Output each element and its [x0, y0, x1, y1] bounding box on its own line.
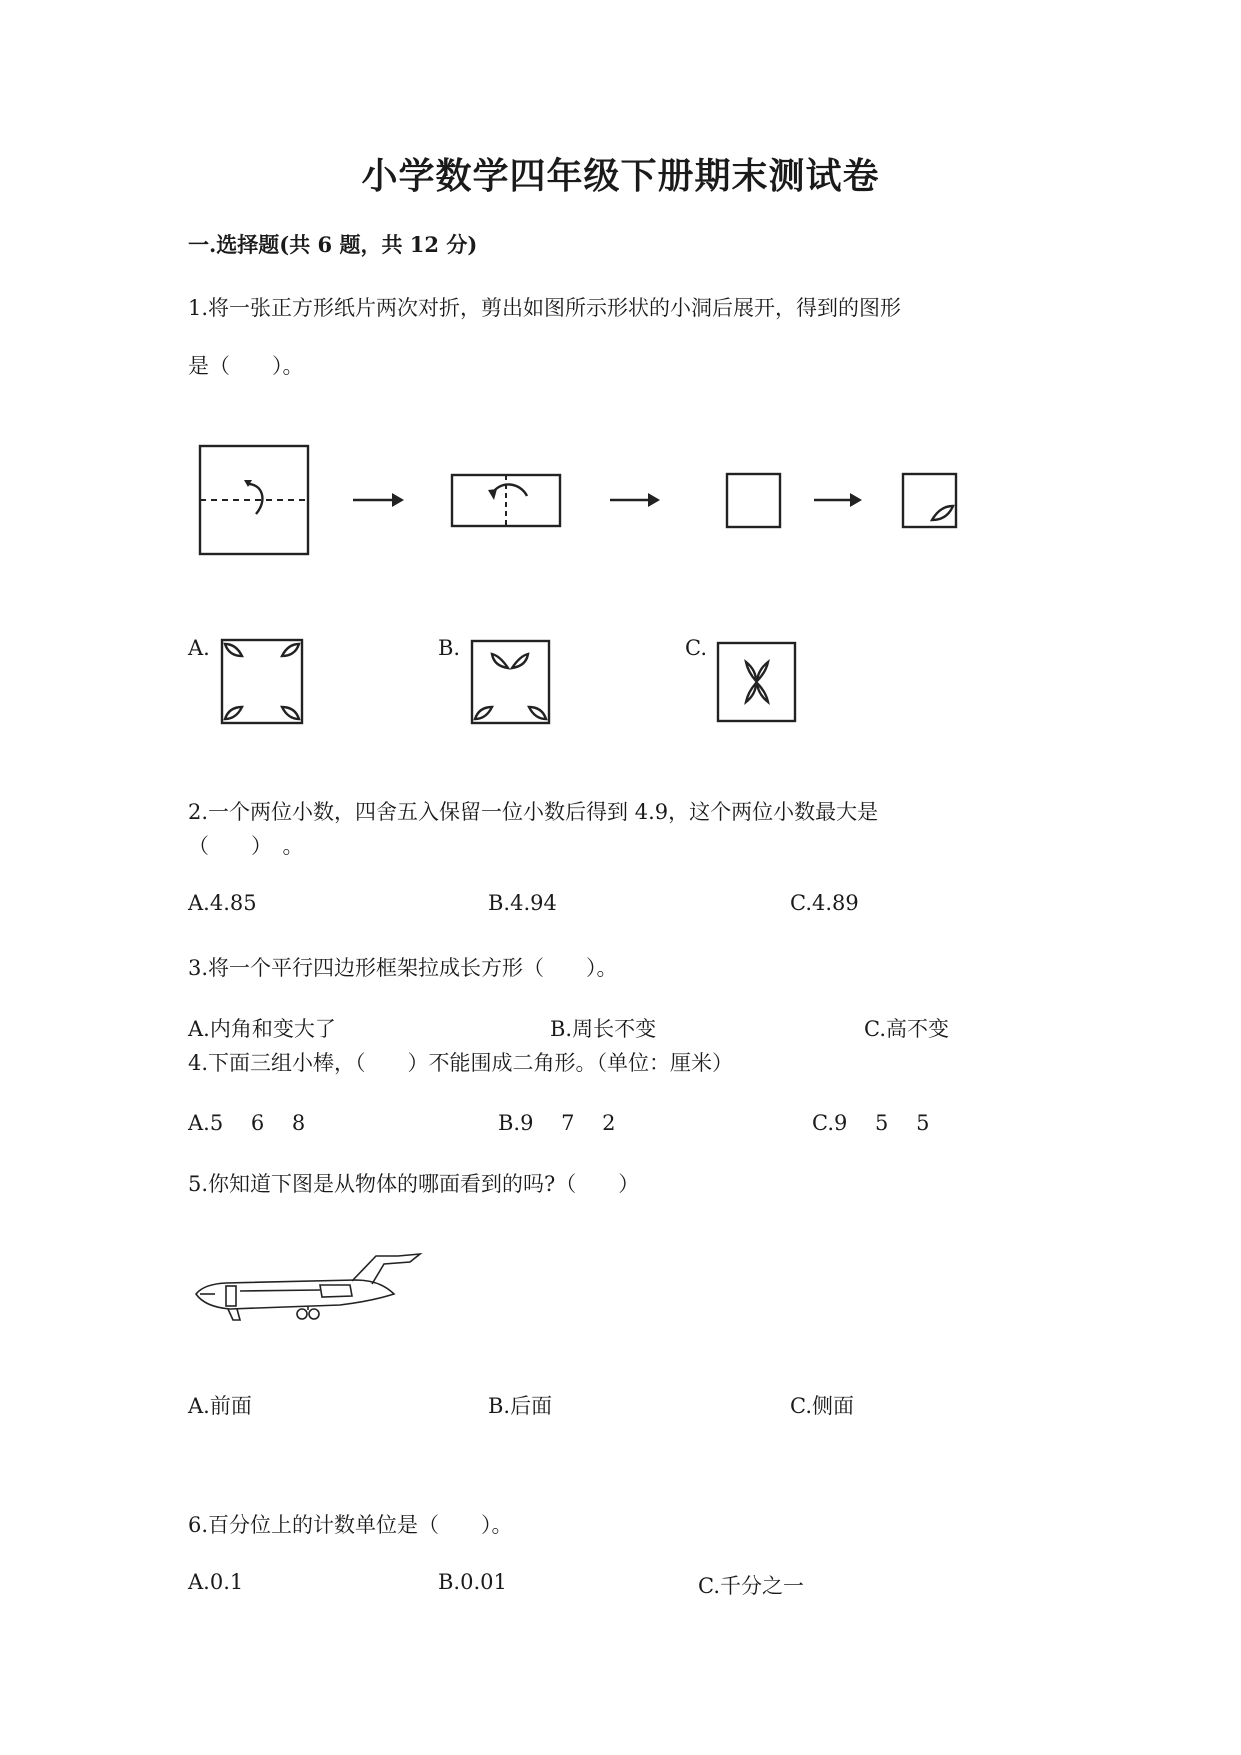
q3-option-c[interactable]: C.高不变 [864, 1017, 949, 1041]
fold-step-4-cut [903, 474, 956, 527]
page-title: 小学数学四年级下册期末测试卷 [361, 155, 880, 197]
airplane-illustration [196, 1254, 420, 1320]
q6-option-a[interactable]: A.0.1 [188, 1570, 244, 1594]
q5-option-c[interactable]: C.侧面 [790, 1394, 854, 1418]
question-2-text-line1: 2.一个两位小数，四舍五入保留一位小数后得到 4.9，这个两位小数最大是 [188, 800, 879, 824]
q2-option-a[interactable]: A.4.85 [188, 891, 257, 915]
section-heading: 一.选择题(共 6 题，共 12 分) [188, 232, 478, 257]
question-6-text: 6.百分位上的计数单位是（ ）。 [188, 1513, 513, 1537]
option-b-figure [472, 641, 549, 723]
question-5-text: 5.你知道下图是从物体的哪面看到的吗?（ ） [188, 1172, 640, 1196]
q1-option-a[interactable]: A. [188, 636, 210, 660]
q4-option-b[interactable]: B.9 7 2 [498, 1111, 616, 1135]
question-2-text-line2: （ ） 。 [188, 834, 304, 858]
q2-option-b[interactable]: B.4.94 [488, 891, 557, 915]
option-a-figure [222, 640, 302, 723]
q4-option-a[interactable]: A.5 6 8 [188, 1111, 306, 1135]
option-c-figure [718, 643, 795, 721]
q4-option-c[interactable]: C.9 5 5 [812, 1111, 930, 1135]
question-4-text: 4.下面三组小棒，（ ）不能围成二角形。（单位：厘米） [188, 1051, 734, 1075]
arrow-icon [814, 493, 862, 507]
arrow-icon [610, 493, 660, 507]
fold-step-1-square [200, 446, 308, 554]
question-1-text-line2: 是（ ）。 [188, 354, 304, 378]
question-1-text-line1: 1.将一张正方形纸片两次对折，剪出如图所示形状的小洞后展开，得到的图形 [188, 296, 902, 320]
fold-step-3-square [727, 474, 780, 527]
fold-step-2-rectangle [452, 475, 560, 526]
q5-option-a[interactable]: A.前面 [188, 1394, 252, 1418]
q5-option-b[interactable]: B.后面 [488, 1394, 553, 1418]
q3-option-b[interactable]: B.周长不变 [550, 1017, 657, 1041]
q3-option-a[interactable]: A.内角和变大了 [188, 1017, 336, 1041]
arrow-icon [353, 493, 404, 507]
q6-option-c[interactable]: C.千分之一 [698, 1574, 804, 1598]
question-3-text: 3.将一个平行四边形框架拉成长方形（ ）。 [188, 956, 618, 980]
q6-option-b[interactable]: B.0.01 [438, 1570, 507, 1594]
q2-option-c[interactable]: C.4.89 [790, 891, 859, 915]
q1-option-c[interactable]: C. [685, 636, 707, 660]
q1-option-b[interactable]: B. [438, 636, 461, 660]
